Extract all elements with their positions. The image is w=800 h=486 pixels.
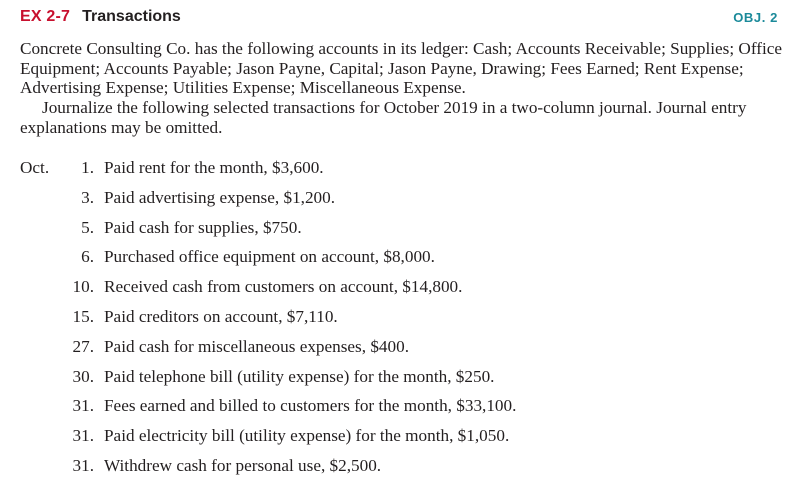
transaction-day: 31. bbox=[72, 396, 94, 416]
transaction-row bbox=[20, 183, 780, 213]
transaction-month bbox=[20, 302, 60, 332]
transaction-description: Paid rent for the month, $3,600. bbox=[104, 158, 324, 177]
transaction-description: Purchased office equipment on account, $8,000. bbox=[104, 247, 435, 267]
transaction-row bbox=[20, 153, 780, 183]
transaction-day: 6. bbox=[81, 247, 94, 267]
transaction-month bbox=[20, 421, 60, 451]
transaction-description: Paid advertising expense, $1,200. bbox=[104, 187, 336, 207]
transaction-month bbox=[20, 332, 60, 362]
transaction-list bbox=[20, 153, 780, 481]
transaction-day: 1. bbox=[81, 158, 94, 177]
transaction-day: 10. bbox=[72, 277, 94, 297]
transaction-month bbox=[20, 183, 60, 213]
transaction-row bbox=[20, 272, 780, 302]
transaction-day: 30. bbox=[72, 366, 94, 386]
transaction-day: 31. bbox=[72, 426, 94, 446]
transaction-description: Paid cash for supplies, $750. bbox=[104, 217, 302, 237]
transaction-month bbox=[20, 213, 60, 243]
transaction-row bbox=[20, 421, 780, 451]
transaction-description: Fees earned and billed to customers for the month, $33,100. bbox=[104, 396, 517, 416]
transaction-row bbox=[20, 391, 780, 421]
transaction-month bbox=[20, 451, 60, 481]
instructions-paragraph: Journalize the following selected transactions for October 2019 in a two-column journal. Journal entry explanations may be omitted. bbox=[20, 98, 747, 137]
transaction-row bbox=[20, 302, 780, 332]
exercise-number: EX 2-7 bbox=[20, 8, 71, 25]
transaction-day: 27. bbox=[72, 336, 94, 356]
transaction-month bbox=[20, 242, 60, 272]
transaction-month bbox=[20, 391, 60, 421]
transaction-row bbox=[20, 213, 780, 243]
transaction-day: 3. bbox=[81, 187, 94, 207]
transaction-description: Paid electricity bill (utility expense) for the month, $1,050. bbox=[104, 426, 510, 446]
transaction-description: Paid cash for miscellaneous expenses, $400. bbox=[104, 336, 410, 356]
transaction-description: Received cash from customers on account, $14,800. bbox=[104, 277, 463, 297]
transaction-day: 5. bbox=[81, 217, 94, 237]
transaction-row bbox=[20, 242, 780, 272]
transaction-month bbox=[20, 272, 60, 302]
transaction-row bbox=[20, 451, 780, 481]
transaction-month bbox=[20, 362, 60, 392]
transaction-row bbox=[20, 362, 780, 392]
accounts-paragraph: Concrete Consulting Co. has the following accounts in its ledger: Cash; Accounts Receivable; Supplies; Office Equipment; Accounts Payable; Jason Payne, Capital; Jason Payne, Drawing; Fees Earned; Rent Expense; Advertising Expense; Utilities Expense; Miscellaneous Expense. bbox=[20, 39, 782, 98]
transaction-description: Paid creditors on account, $7,110. bbox=[104, 306, 338, 326]
exercise-title: Transactions bbox=[82, 8, 181, 25]
transaction-month: Oct. bbox=[20, 158, 50, 177]
transaction-description: Paid telephone bill (utility expense) for the month, $250. bbox=[104, 366, 495, 386]
exercise-header bbox=[20, 6, 778, 28]
transaction-day: 31. bbox=[72, 455, 94, 475]
objective-label: OBJ. 2 bbox=[733, 9, 778, 25]
transaction-day: 15. bbox=[72, 306, 94, 326]
transaction-row bbox=[20, 332, 780, 362]
transaction-description: Withdrew cash for personal use, $2,500. bbox=[104, 455, 382, 475]
